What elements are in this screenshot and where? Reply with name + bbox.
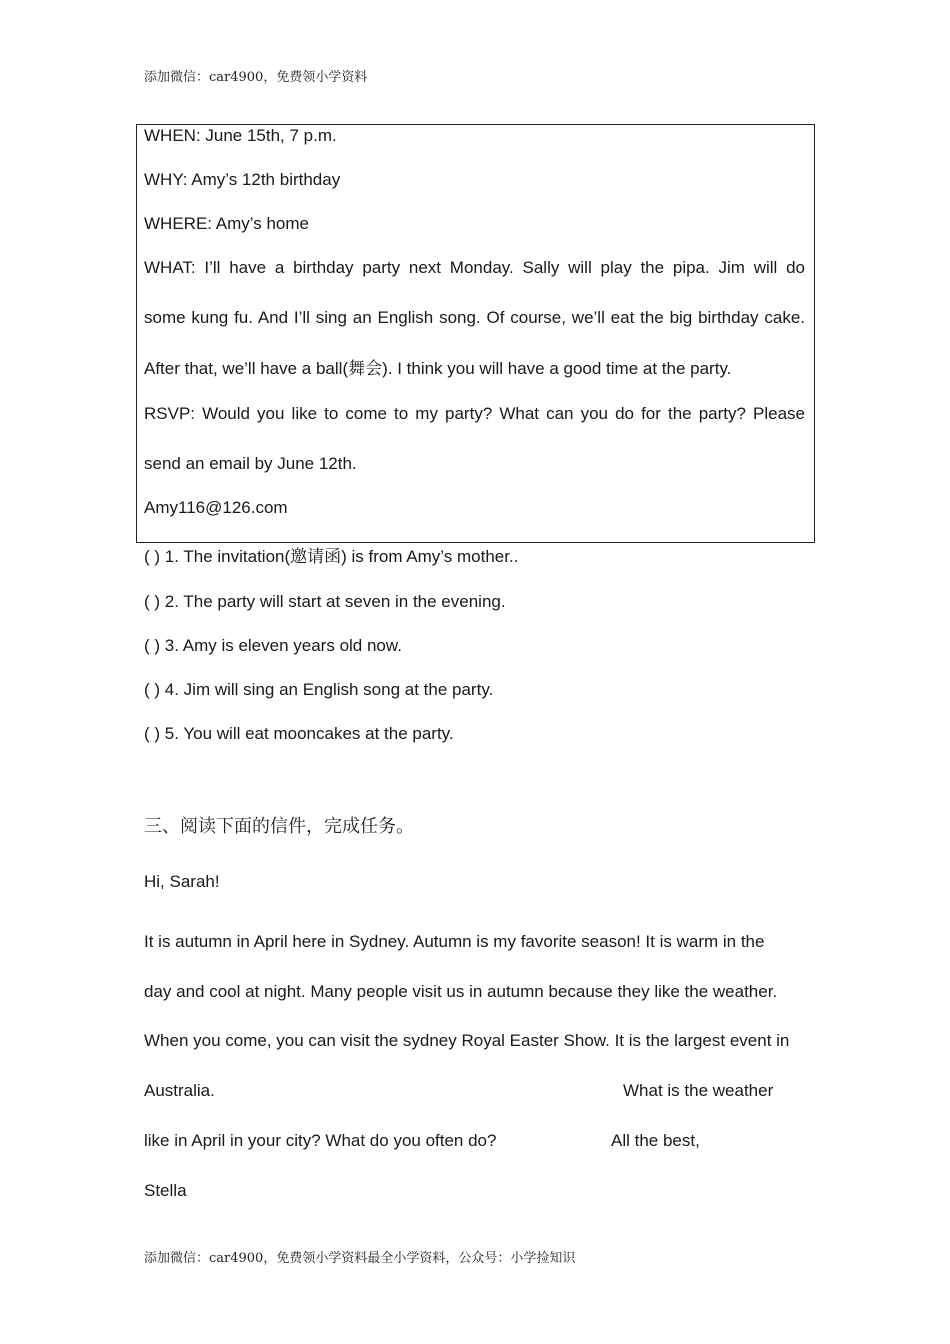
invitation-what-line-1: WHAT: I’ll have a birthday party next Monday. Sally will play the pipa. Jim will do <box>144 258 805 277</box>
letter-weather-question: What is the weather <box>623 1081 774 1100</box>
invitation-rsvp-line-2: send an email by June 12th. <box>144 454 357 473</box>
question-4: ( ) 4. Jim will sing an English song at the party. <box>144 680 494 699</box>
question-1: ( ) 1. The invitation(邀请函) is from Amy’s mother.. <box>144 547 519 566</box>
invitation-email: Amy116@126.com <box>144 498 288 517</box>
letter-line-2: day and cool at night. Many people visit us in autumn because they like the weather. <box>144 982 778 1001</box>
letter-line-3: When you come, you can visit the sydney Royal Easter Show. It is the largest event in <box>144 1031 790 1050</box>
question-2: ( ) 2. The party will start at seven in the evening. <box>144 592 506 611</box>
letter-line-1: It is autumn in April here in Sydney. Autumn is my favorite season! It is warm in the <box>144 932 765 951</box>
invitation-why: WHY: Amy’s 12th birthday <box>144 170 341 189</box>
invitation-rsvp-line-1: RSVP: Would you like to come to my party? What can you do for the party? Please <box>144 404 805 423</box>
invitation-what-line-3: After that, we’ll have a ball(舞会). I think you will have a good time at the party. <box>144 359 732 378</box>
page-footer: 添加微信：car4900，免费领小学资料最全小学资料，公众号：小学捡知识 <box>144 1251 576 1266</box>
letter-line-5: like in April in your city? What do you often do? <box>144 1131 497 1150</box>
letter-closing: All the best, <box>611 1131 700 1150</box>
invitation-when: WHEN: June 15th, 7 p.m. <box>144 126 337 145</box>
letter-greeting: Hi, Sarah! <box>144 872 220 891</box>
letter-line-4: Australia. <box>144 1081 215 1100</box>
page-header: 添加微信：car4900，免费领小学资料 <box>144 70 368 85</box>
invitation-where: WHERE: Amy’s home <box>144 214 310 233</box>
invitation-what-line-2: some kung fu. And I’ll sing an English song. Of course, we’ll eat the big birthday cake. <box>144 308 805 327</box>
section-heading: 三、阅读下面的信件，完成任务。 <box>144 816 414 837</box>
letter-signature: Stella <box>144 1181 187 1200</box>
question-3: ( ) 3. Amy is eleven years old now. <box>144 636 402 655</box>
question-5: ( ) 5. You will eat mooncakes at the party. <box>144 724 454 743</box>
